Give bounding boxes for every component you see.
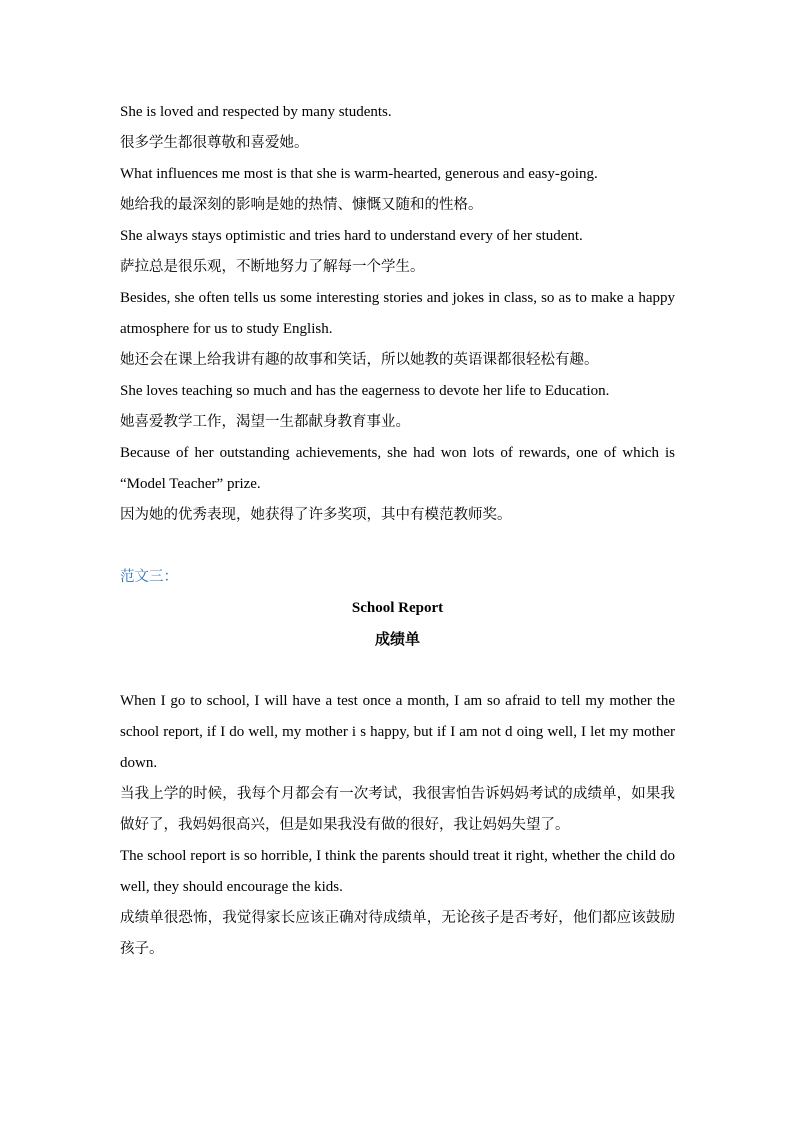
- english-sentence: She always stays optimistic and tries hard to understand every of her student.: [120, 228, 583, 244]
- spacer: [120, 655, 675, 686]
- essay-title-cn: 成绩单: [374, 630, 420, 648]
- english-sentence: When I go to school, I will have a test once a month, I am so afraid to tell my mother the school report, if I do well, my mother i s happy, but if I am not d oing well, I let my mother down.: [120, 693, 675, 771]
- english-sentence: Because of her outstanding achievements, she had won lots of rewards, one of which is “Model Teacher” prize.: [120, 445, 675, 492]
- chinese-translation: 很多学生都很尊敬和喜爱她。: [120, 135, 309, 151]
- english-sentence: Besides, she often tells us some interesting stories and jokes in class, so as to make a happy atmosphere for us to study English.: [120, 290, 675, 337]
- essay-two-paragraphs: [120, 97, 675, 531]
- essay-three-paragraphs: [120, 686, 675, 965]
- chinese-translation: 当我上学的时候，我每个月都会有一次考试，我很害怕告诉妈妈考试的成绩单，如果我做好了，我妈妈很高兴，但是如果我没有做的很好，我让妈妈失望了。: [120, 786, 675, 833]
- chinese-translation: 萨拉总是很乐观，不断地努力了解每一个学生。: [120, 259, 425, 275]
- english-sentence: What influences me most is that she is warm-hearted, generous and easy-going.: [120, 166, 598, 182]
- chinese-translation: 她给我的最深刻的影响是她的热情、慷慨又随和的性格。: [120, 197, 483, 213]
- document-body: [120, 97, 675, 965]
- chinese-translation: 成绩单很恐怖，我觉得家长应该正确对待成绩单，无论孩子是否考好，他们都应该鼓励孩子。: [120, 910, 675, 957]
- english-sentence: She is loved and respected by many students.: [120, 104, 392, 120]
- chinese-translation: 因为她的优秀表现，她获得了许多奖项，其中有模范教师奖。: [120, 507, 512, 523]
- english-sentence: The school report is so horrible, I think the parents should treat it right, whether the child do well, they should encourage the kids.: [120, 848, 675, 895]
- essay-title-en: School Report: [351, 600, 444, 616]
- chinese-translation: 她还会在课上给我讲有趣的故事和笑话，所以她教的英语课都很轻松有趣。: [120, 352, 599, 368]
- chinese-translation: 她喜爱教学工作，渴望一生都献身教育事业。: [120, 414, 410, 430]
- english-sentence: She loves teaching so much and has the eagerness to devote her life to Education.: [120, 383, 610, 399]
- section-label: 范文三：: [120, 569, 178, 585]
